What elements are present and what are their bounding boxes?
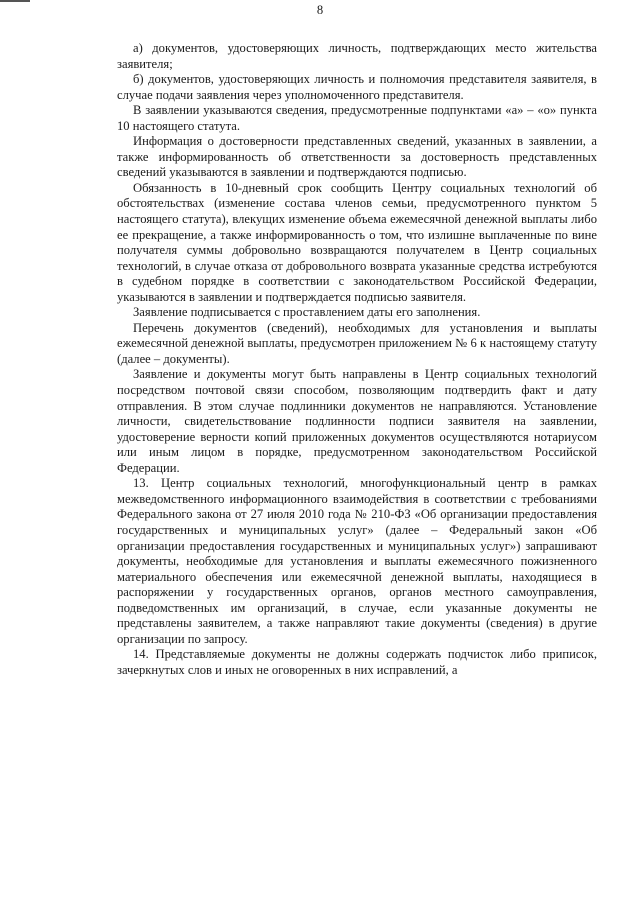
paragraph-item-b: б) документов, удостоверяющих личность и полномочия представителя заявителя, в случае подачи заявления через уполномоченного представителя. bbox=[117, 72, 597, 102]
paragraph-application-contents: В заявлении указываются сведения, предусмотренные подпунктами «а» – «о» пункта 10 настоящего статута. bbox=[117, 103, 597, 133]
paragraph-reliability-info: Информация о достоверности представленных сведений, указанных в заявлении, а также информированность об ответственности за достоверность представленных сведений указываются в заявлении и подтверждаются подписью. bbox=[117, 134, 597, 180]
paragraph-signature-date: Заявление подписывается с проставлением даты его заполнения. bbox=[133, 305, 481, 320]
paragraph-postal-submission: Заявление и документы могут быть направлены в Центр социальных технологий посредством почтовой связи способом, позволяющим подтвердить факт и дату отправления. В этом случае подлинники документов не направляются. Установление личности, свидетельствование подлинности подписи заявителя на заявлении, удостоверение верности копий приложенных документов осуществляются нотариусом или иным лицом в порядке, предусмотренном законодательством Российской Федерации. bbox=[117, 367, 597, 475]
paragraph-section-14: 14. Представляемые документы не должны содержать подчисток либо приписок, зачеркнутых слов и иных не оговоренных в них исправлений, а bbox=[117, 647, 597, 677]
page-number: 8 bbox=[316, 3, 324, 17]
document-body bbox=[117, 41, 597, 678]
paragraph-document-list: Перечень документов (сведений), необходимых для установления и выплаты ежемесячной денежной выплаты, предусмотрен приложением № 6 к настоящему статуту (далее – документы). bbox=[117, 320, 597, 366]
paragraph-item-a: а) документов, удостоверяющих личность, подтверждающих место жительства заявителя; bbox=[117, 41, 597, 71]
paragraph-obligation: Обязанность в 10-дневный срок сообщить Центру социальных технологий об обстоятельствах (изменение состава членов семьи, предусмотренного пунктом 5 настоящего статута), влекущих изменение объема ежемесячной денежной выплаты либо ее прекращение, а также информированность о том, что излишне выплаченные по вине получателя суммы добровольно возвращаются получателем в Центр социальных технологий, в случае отказа от добровольного возврата указанные средства истребуются в судебном порядке в соответствии с законодательством Российской Федерации, указываются в заявлении и подтверждается подписью заявителя. bbox=[117, 180, 597, 304]
paragraph-section-13: 13. Центр социальных технологий, многофункциональный центр в рамках межведомственного информационного взаимодействия в соответствии с требованиями Федерального закона от 27 июля 2010 года № 210-ФЗ «Об организации предоставления государственных и муниципальных услуг» (далее – Федеральный закон «Об организации предоставления государственных и муниципальных услуг») запрашивают документы, необходимые для установления и выплаты ежемесячного пожизненного материального обеспечения или ежемесячной денежной выплаты, находящиеся в распоряжении у государственных органов, органов местного самоуправления, подведомственных им организаций, в случае, если указанные документы не представлены заявителем, а также направляют такие документы (сведения) в другие организации по запросу. bbox=[117, 476, 597, 646]
